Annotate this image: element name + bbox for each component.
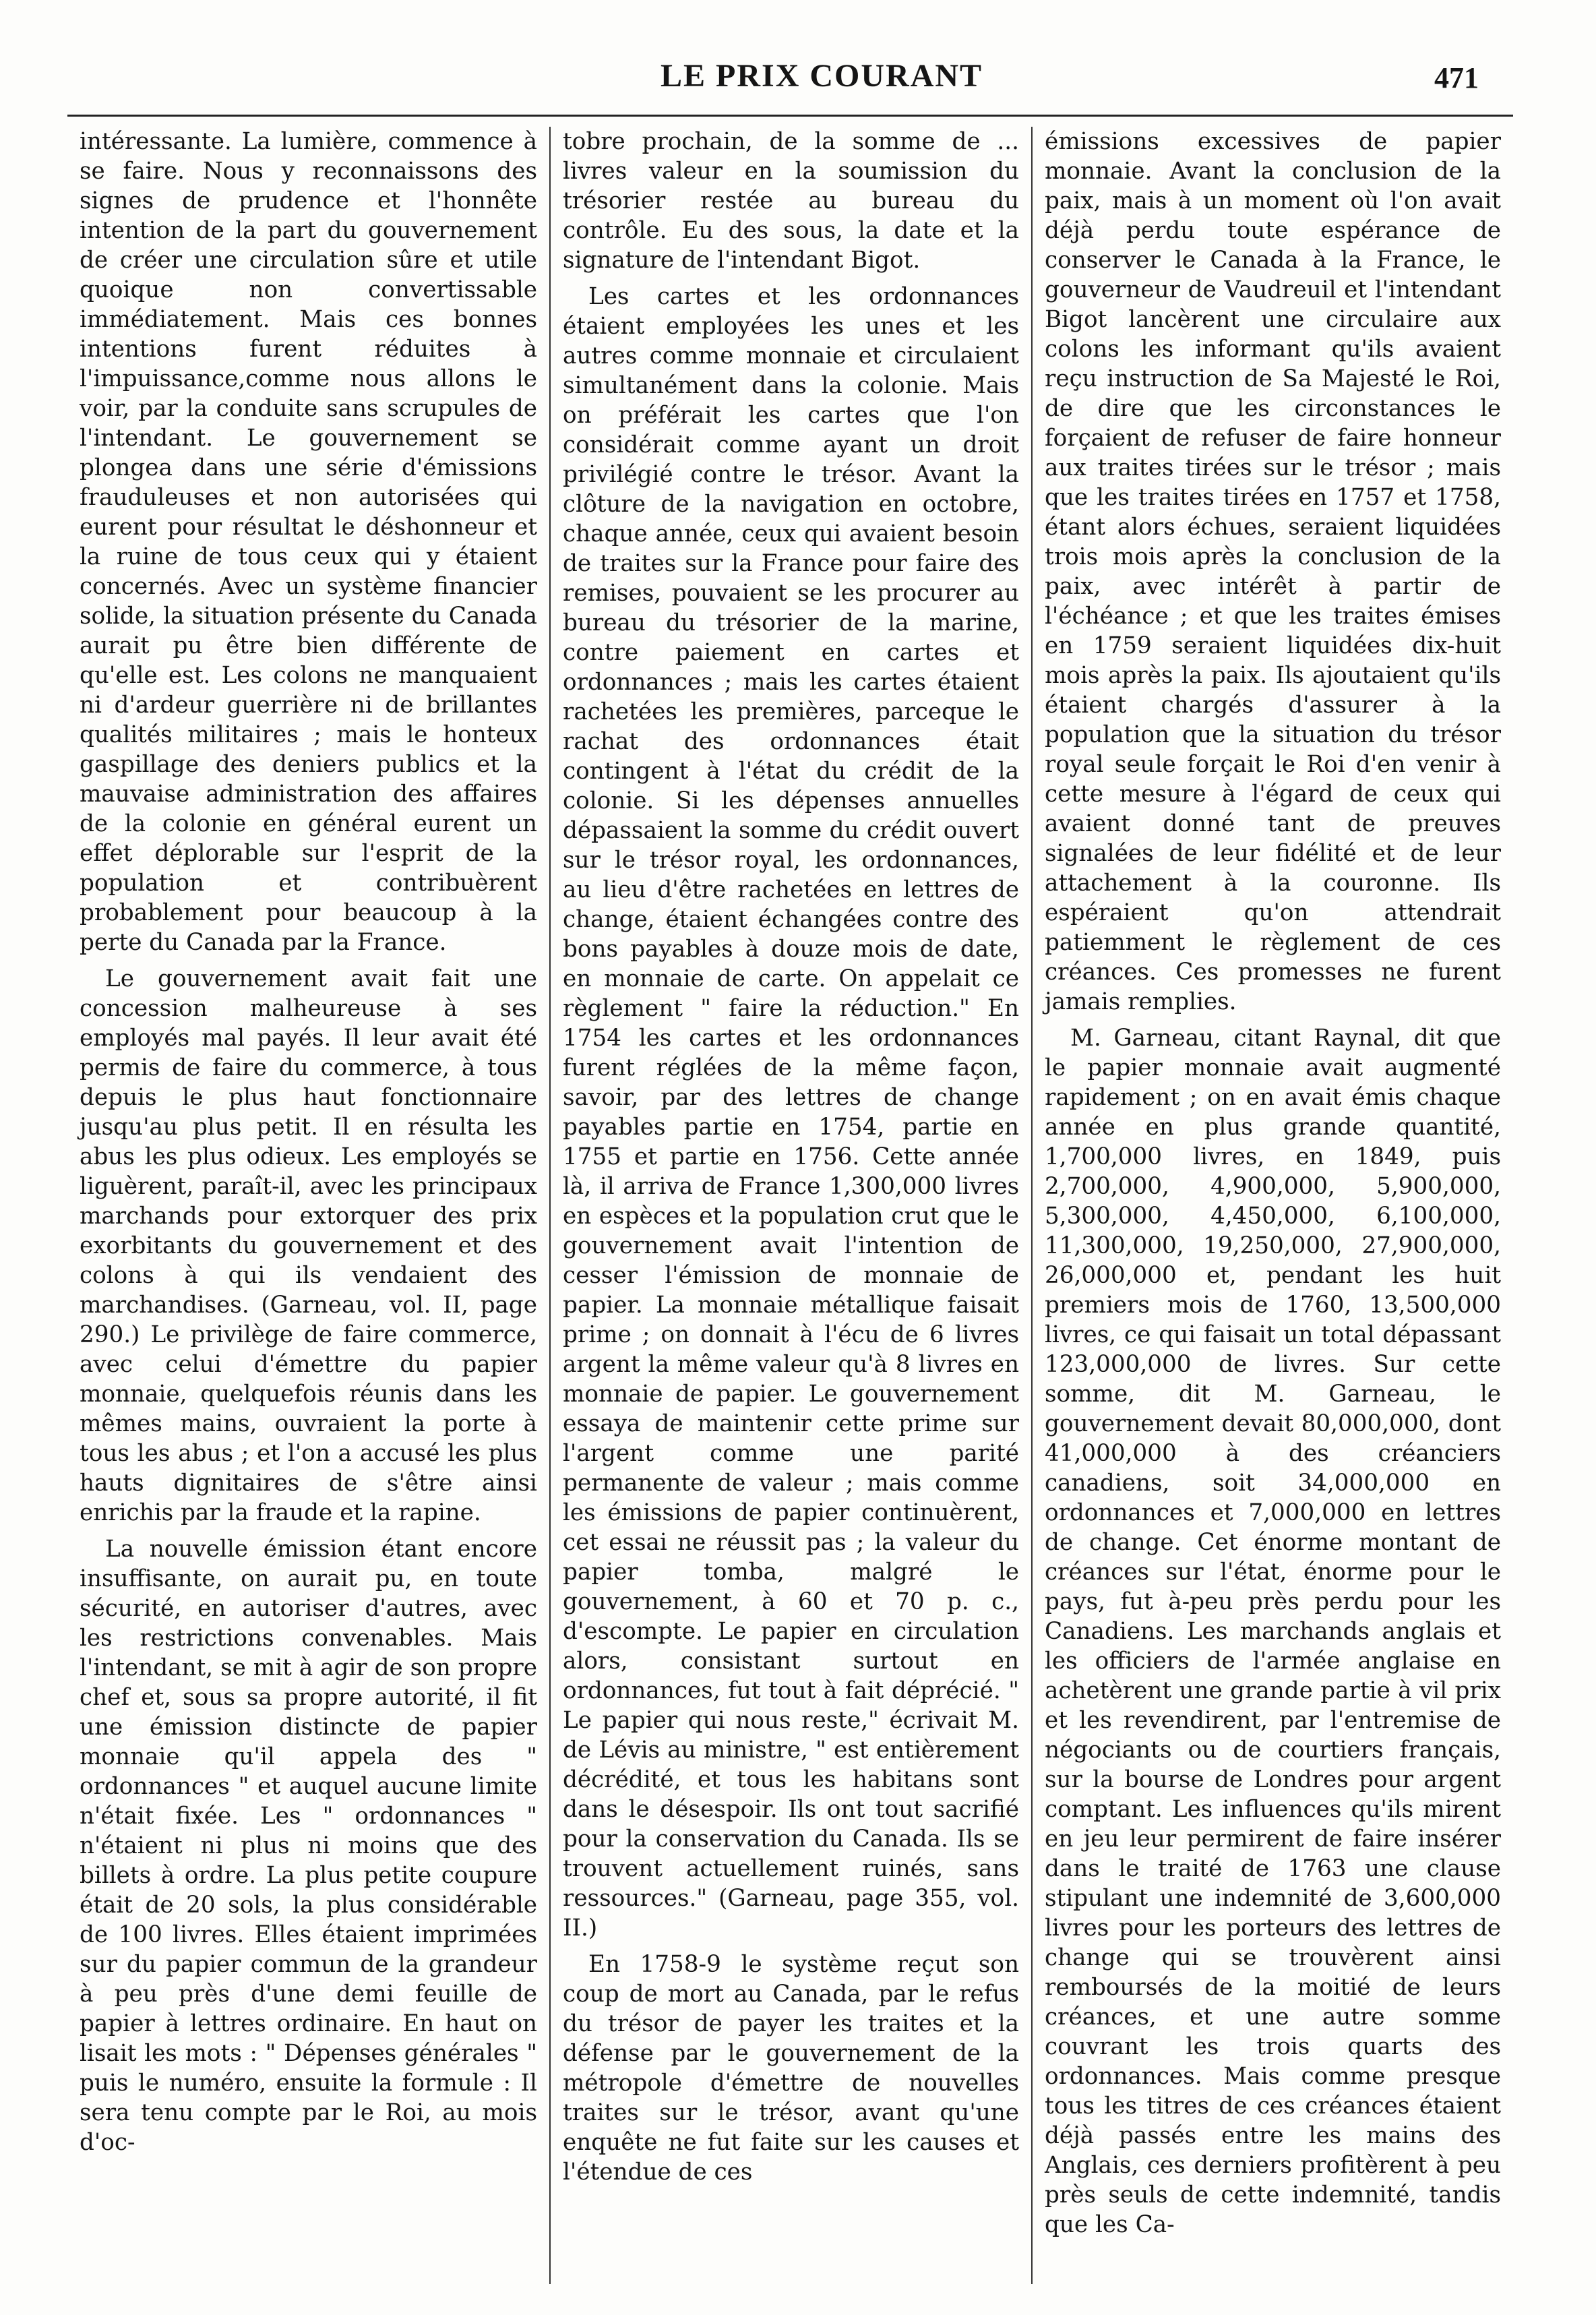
paragraph: tobre prochain, de la somme de ... livres valeur en la soumission du trésorier restée au bureau du contrôle. Eu des sous, la date et la signature de l'intendant Bigot. xyxy=(563,128,1019,274)
paragraph: M. Garneau, citant Raynal, dit que le papier monnaie avait augmenté rapidement ; on en avait émis chaque année en plus grande quantité, 1,700,000 livres, en 1849, puis 2,700,000, 4,900,000, 5,900,000, 5,300,000, 4,450,000, 6,100,000, 11,300,000, 19,250,000, 27,900,000, 26,000,000 et, pendant les huit premiers mois de 1760, 13,500,000 livres, ce qui faisait un total dépassant 123,000,000 de livres. Sur cette somme, dit M. Garneau, le gouvernement devait 80,000,000, dont 41,000,000 à des créanciers canadiens, soit 34,000,000 en ordonnances et 7,000,000 en lettres de change. Cet énorme montant de créances sur l'état, énorme pour le pays, fut à-peu près perdu pour les Canadiens. Les marchands anglais et les officiers de l'armée anglaise en achetèrent une grande partie à vil prix et les revendirent, par l'entremise de négociants ou de courtiers français, sur la bourse de Londres pour argent comptant. Les influences qu'ils mirent en jeu leur permirent de faire insérer dans le traité de 1763 une clause stipulant une indemnité de 3,600,000 livres pour les porteurs des lettres de change qui se trouvèrent ainsi remboursés de la moitié de leurs créances, et une autre somme couvrant les trois quarts des ordonnances. Mais comme presque tous les titres de ces créances étaient déjà passés entre les mains des Anglais, ces derniers profitèrent à peu près seuls de cette indemnité, tandis que les Ca- xyxy=(1045,1025,1501,2238)
paragraph: La nouvelle émission étant encore insuffisante, on aurait pu, en toute sécurité, en autoriser d'autres, avec les restrictions convenables. Mais l'intendant, se mit à agir de son propre chef et, sous sa propre autorité, il fit une émission distincte de papier monnaie qu'il appela des " ordonnances " et auquel aucune limite n'était fixée. Les " ordonnances " n'étaient ni plus ni moins que des billets à ordre. La plus petite coupure était de 20 sols, la plus considérable de 100 livres. Elles étaient imprimées sur du papier commun de la grandeur à peu près d'une demi feuille de papier à lettres ordinaire. En haut on lisait les mots : " Dépenses générales " puis le numéro, ensuite la formule : Il sera tenu compte par le Roi, au mois d'oc- xyxy=(80,1536,537,2156)
paragraph: intéressante. La lumière, commence à se faire. Nous y reconnaissons des signes de prudence et l'honnête intention de la part du gouvernement de créer une circulation sûre et utile quoique non convertissable immédiatement. Mais ces bonnes intentions furent réduites à l'impuissance,comme nous allons le voir, par la conduite sans scrupules de l'intendant. Le gouvernement se plongea dans une série d'émissions frauduleuses et non autorisées qui eurent pour résultat le déshonneur et la ruine de tous ceux qui y étaient concernés. Avec un système financier solide, la situation présente du Canada aurait pu être bien différente de qu'elle est. Les colons ne manquaient ni d'ardeur guerrière ni de brillantes qualités militaires ; mais le honteux gaspillage des deniers publics et la mauvaise administration des affaires de la colonie en général eurent un effet déplorable sur l'esprit de la population et contribuèrent probablement pour beaucoup à la perte du Canada par la France. xyxy=(80,128,537,956)
paragraph: Le gouvernement avait fait une concession malheureuse à ses employés mal payés. Il leur avait été permis de faire du commerce, à tous depuis le plus haut fonctionnaire jusqu'au plus petit. Il en résulta les abus les plus odieux. Les employés se liguèrent, paraît-il, avec les principaux marchands pour extorquer des prix exorbitants du gouvernement et des colons à qui ils vendaient des marchandises. (Garneau, vol. II, page 290.) Le privilège de faire commerce, avec celui d'émettre du papier monnaie, quelquefois réunis dans les mêmes mains, ouvraient la porte à tous les abus ; et l'on a accusé les plus hauts dignitaires de s'être ainsi enrichis par la fraude et la rapine. xyxy=(80,965,537,1526)
column-right xyxy=(1031,127,1513,2284)
paragraph: Les cartes et les ordonnances étaient employées les unes et les autres comme monnaie et circulaient simultanément dans la colonie. Mais on préférait les cartes que l'on considérait comme ayant un droit privilégié contre le trésor. Avant la clôture de la navigation en octobre, chaque année, ceux qui avaient besoin de traites sur la France pour faire des remises, pouvaient se les procurer au bureau du trésorier de la marine, contre paiement en cartes et ordonnances ; mais les cartes étaient rachetées les premières, parceque le rachat des ordonnances était contingent à l'état du crédit de la colonie. Si les dépenses annuelles dépassaient la somme du crédit ouvert sur le trésor royal, les ordonnances, au lieu d'être rachetées en lettres de change, étaient échangées contre des bons payables à douze mois de date, en monnaie de carte. On appelait ce règlement " faire la réduction." En 1754 les cartes et les ordonnances furent réglées de la même façon, savoir, par des lettres de change payables partie en 1754, partie en 1755 et partie en 1756. Cette année là, il arriva de France 1,300,000 livres en espèces et la population crut que le gouvernement avait l'intention de cesser l'émission de monnaie de papier. La monnaie métallique faisait prime ; on donnait à l'écu de 6 livres argent la même valeur qu'à 8 livres en monnaie de papier. Le gouvernement essaya de maintenir cette prime sur l'argent comme une parité permanente de valeur ; mais comme les émissions de papier continuèrent, cet essai ne réussit pas ; la valeur du papier tomba, malgré le gouvernement, à 60 et 70 p. c., d'escompte. Le papier en circulation alors, consistant surtout en ordonnances, fut tout à fait déprécié. " Le papier qui nous reste," écrivait M. de Lévis au ministre, " est entièrement décrédité, et tous les habitans sont dans le désespoir. Ils ont tout sacrifié pour la conservation du Canada. Ils se trouvent actuellement ruinés, sans ressources." (Garneau, page 355, vol. II.) xyxy=(563,283,1019,1942)
page-number: 471 xyxy=(1434,61,1479,94)
running-title: LE PRIX COURANT xyxy=(661,58,983,94)
paragraph: En 1758-9 le système reçut son coup de mort au Canada, par le refus du trésor de payer les traites et la défense par le gouvernement de la métropole d'émettre de nouvelles traites sur le trésor, avant qu'une enquête ne fut faite sur les causes et l'étendue de ces xyxy=(563,1951,1019,2186)
column-middle xyxy=(549,127,1031,2284)
paragraph: émissions excessives de papier monnaie. Avant la conclusion de la paix, mais à un moment où l'on avait déjà perdu toute espérance de conserver le Canada à la France, le gouverneur de Vaudreuil et l'intendant Bigot lancèrent une circulaire aux colons les informant qu'ils avaient reçu instruction de Sa Majesté le Roi, de dire que les circonstances le forçaient de refuser de faire honneur aux traites tirées sur le trésor ; mais que les traites tirées en 1757 et 1758, étant alors échues, seraient liquidées trois mois après la conclusion de la paix, avec intérêt à partir de l'échéance ; et que les traites émises en 1759 seraient liquidées dix-huit mois après la paix. Ils ajoutaient qu'ils étaient chargés d'assurer à la population que la situation du trésor royal seule forçait le Roi d'en venir à cette mesure à l'égard de ceux qui avaient donné tant de preuves signalées de leur fidélité et de leur attachement à la couronne. Ils espéraient qu'on attendrait patiemment le règlement de ces créances. Ces promesses ne furent jamais remplies. xyxy=(1045,128,1501,1015)
column-left xyxy=(67,127,549,2284)
page-header xyxy=(0,0,1596,101)
header-rule xyxy=(67,115,1513,117)
text-columns xyxy=(67,127,1513,2284)
